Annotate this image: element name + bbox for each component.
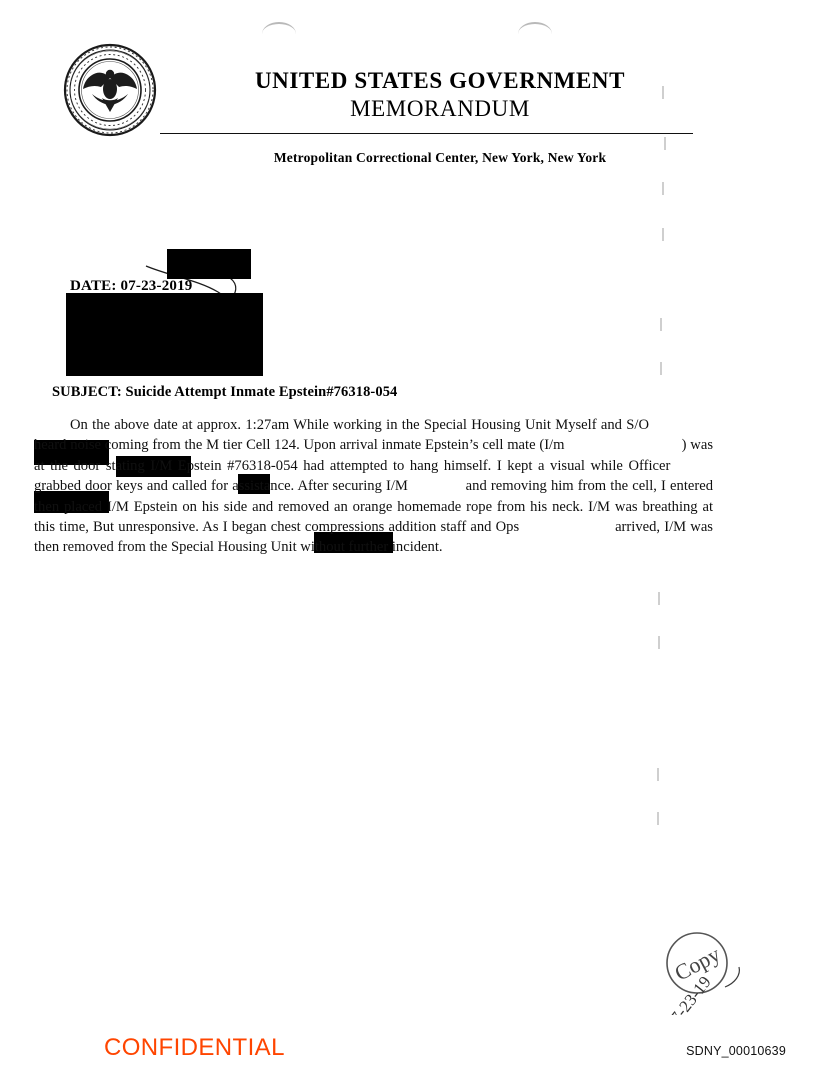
redaction-block xyxy=(167,249,251,279)
memo-subtitle: MEMORANDUM xyxy=(350,96,530,121)
memo-title: UNITED STATES GOVERNMENT xyxy=(254,68,626,93)
scan-mark xyxy=(657,812,659,825)
scan-mark xyxy=(660,362,662,375)
scan-mark xyxy=(664,137,666,150)
scan-mark xyxy=(662,182,664,195)
svg-text:Copy: Copy xyxy=(670,941,725,986)
memo-body: On the above date at approx. 1:27am While working in the Special Housing Unit Myself and S/O heard noise coming from the M tier Cell 124. Upon arrival inmate Epstein’s cell mate (I/m ) was at the door stating I/M Epstein #76318-054 had attempted to hang himself. I kept a visual while Officer grabbed door keys and called for assistance. After securing I/M and removing him from the cell, I entered then placed I/M Epstein on his side and removed an orange homemade rope from his neck. I/M was breathing at this time, But unresponsive. As I began chest compressions addition staff and Ops arrived, I/M was then removed from the Special Housing Unit without further incident. xyxy=(34,417,713,556)
scan-mark xyxy=(658,592,660,605)
scan-arc-left xyxy=(262,22,296,34)
bates-number: SDNY_00010639 xyxy=(686,1044,786,1058)
scan-arc-right xyxy=(518,22,552,34)
doj-seal-icon xyxy=(62,42,158,138)
svg-text:7-23-19: 7-23-19 xyxy=(666,972,715,1015)
scan-mark xyxy=(660,318,662,331)
scan-mark xyxy=(662,228,664,241)
scan-mark xyxy=(657,768,659,781)
header-divider xyxy=(160,133,693,134)
confidential-stamp: CONFIDENTIAL xyxy=(104,1034,285,1061)
copy-stamp xyxy=(655,925,765,1015)
subject-field: SUBJECT: Suicide Attempt Inmate Epstein#76318-054 xyxy=(52,384,398,400)
scan-mark xyxy=(658,636,660,649)
memo-location: Metropolitan Correctional Center, New York, New York xyxy=(273,150,607,165)
date-field: DATE: 07-23-2019 xyxy=(70,278,193,294)
redaction-block xyxy=(66,293,263,376)
